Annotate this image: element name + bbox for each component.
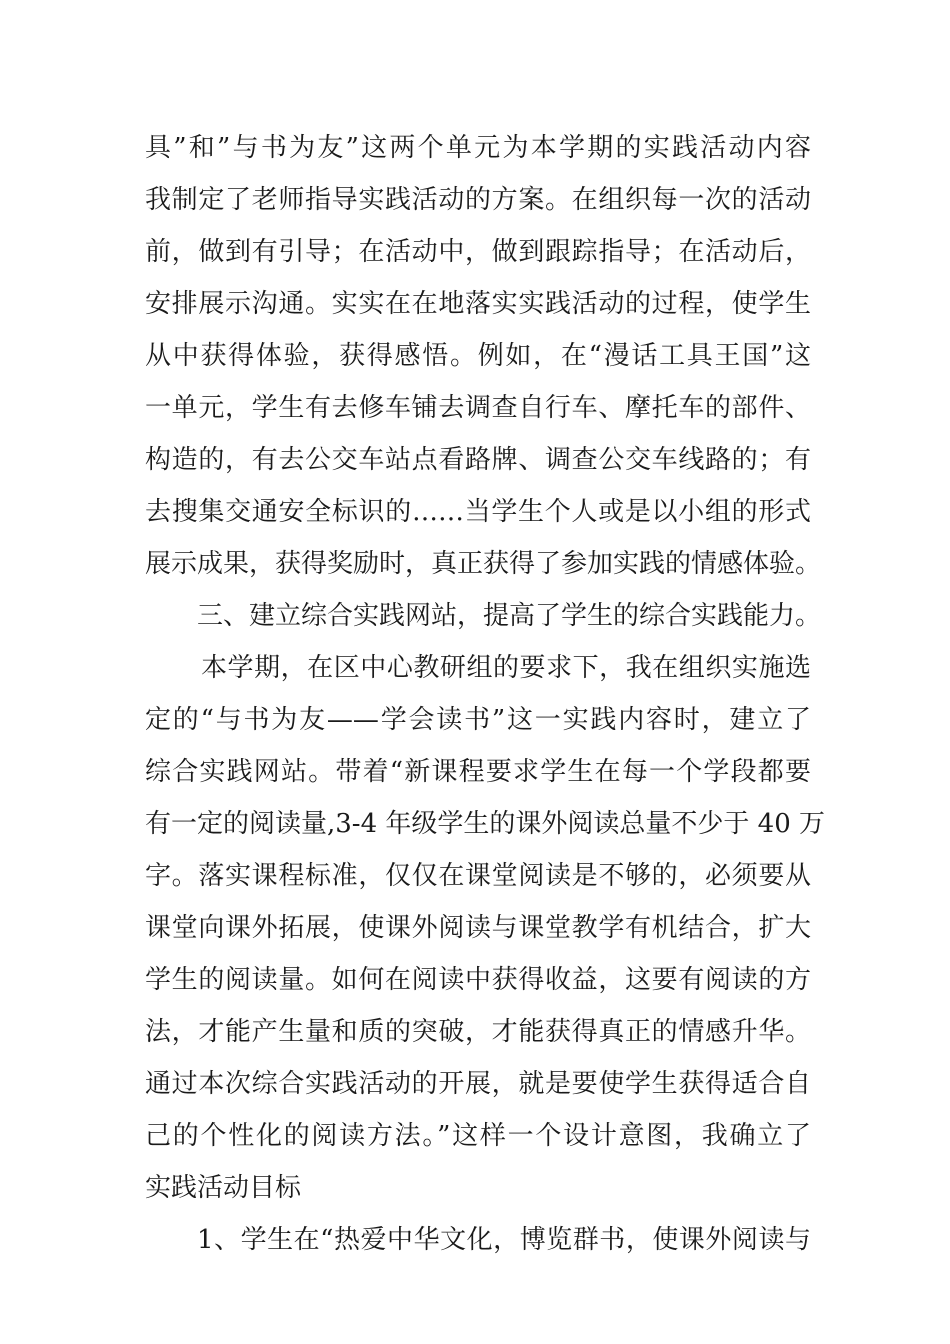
text-line: 法，才能产生量和质的突破，才能获得真正的情感升华。 xyxy=(145,1017,811,1047)
text-line: 定的“与书为友——学会读书”这一实践内容时，建立了 xyxy=(145,705,811,735)
text-line: 构造的，有去公交车站点看路牌、调查公交车线路的；有 xyxy=(145,445,811,475)
text-line: 具”和”与书为友”这两个单元为本学期的实践活动内容 xyxy=(145,133,811,163)
text-line: 去搜集交通安全标识的……当学生个人或是以小组的形式 xyxy=(145,497,811,527)
document-body xyxy=(145,122,826,1266)
text-line: 有一定的阅读量,3-4 年级学生的课外阅读总量不少于 40 万 xyxy=(145,809,826,839)
text-line: 展示成果，获得奖励时，真正获得了参加实践的情感体验。 xyxy=(145,549,822,579)
text-line: 安排展示沟通。实实在在地落实实践活动的过程，使学生 xyxy=(145,289,811,319)
text-line: 学生的阅读量。如何在阅读中获得收益，这要有阅读的方 xyxy=(145,965,811,995)
text-line: 字。落实课程标准，仅仅在课堂阅读是不够的，必须要从 xyxy=(145,861,811,891)
text-line: 通过本次综合实践活动的开展，就是要使学生获得适合自 xyxy=(145,1069,811,1099)
text-line: 综合实践网站。带着“新课程要求学生在每一个学段都要 xyxy=(145,757,811,787)
list-item-first-line: 1、学生在“热爱中华文化，博览群书，使课外阅读与 xyxy=(197,1225,811,1255)
text-line: 一单元，学生有去修车铺去调查自行车、摩托车的部件、 xyxy=(145,393,811,423)
paragraph-first-line: 本学期，在区中心教研组的要求下，我在组织实施选 xyxy=(201,653,811,683)
text-line: 己的个性化的阅读方法。”这样一个设计意图，我确立了 xyxy=(145,1121,811,1151)
text-line: 前，做到有引导；在活动中，做到跟踪指导；在活动后， xyxy=(145,237,811,267)
text-line: 我制定了老师指导实践活动的方案。在组织每一次的活动 xyxy=(145,185,811,215)
text-line: 从中获得体验，获得感悟。例如，在“漫话工具王国”这 xyxy=(145,341,811,371)
text-line: 课堂向课外拓展，使课外阅读与课堂教学有机结合，扩大 xyxy=(145,913,811,943)
text-line: 实践活动目标 xyxy=(145,1173,302,1203)
section-heading: 三、建立综合实践网站，提高了学生的综合实践能力。 xyxy=(197,601,822,631)
